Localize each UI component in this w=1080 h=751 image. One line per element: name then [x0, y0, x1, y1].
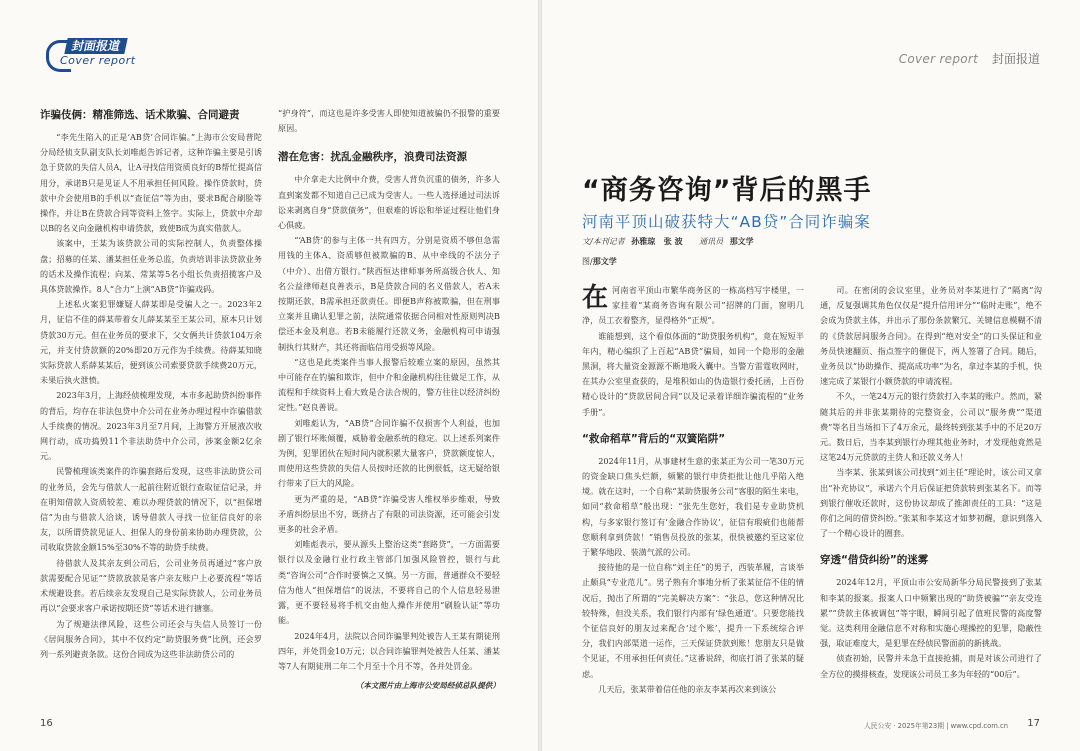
article-title: “商务咨询”背后的黑手: [582, 175, 872, 206]
paragraph: 上述私火案犯罪嫌疑人薛某即是受骗人之一。2023年2月，征信不佳的薛某带着女儿薛某某至王某公司，原本只计划贷款30万元。但在业务员的要求下，父女俩共计贷款104万余元，并支付贷款额的20%即20万元作为手续费。待薛某知晓实际贷款人系薛某某后，便到该公司索要贷款手续费20万元，未果后执火泄愤。: [40, 299, 262, 386]
right-column-2: [820, 283, 1042, 708]
photo-byline: [582, 256, 617, 267]
paragraph: 该案中，王某为该贷款公司的实际控制人，负责整体操盘；招募的任某、潘某担任业务总监，负责培训非法贷款业务的话术及操作流程；向某、常某等5名小组长负责招揽客户及具体贷款操作。8人“合力”上演“AB贷”诈骗戏码。: [40, 238, 262, 295]
left-column-1: [40, 106, 262, 706]
right-column-1: [582, 283, 804, 708]
paragraph: 几天后，张某带着信任他的亲友李某再次来到该公: [598, 683, 777, 694]
section-title-potential-harm: 潜在危害：扰乱金融秩序，浪费司法资源: [278, 151, 467, 164]
logo-zh-text: 封面报道: [64, 38, 127, 54]
paragraph: 2023年3月，上海经侦梳理发现，本市多起助贷纠纷事件的背后，均存在非法包贷中介公司在业务办理过程中诈骗借款人手续费的情况。2023年3月至7月间，上海警方开展液次收网行动，成功捣毁11个非法助贷中介公司，涉案金额2亿余元。: [40, 390, 262, 462]
page-number-left: 16: [40, 718, 53, 729]
paragraph: “这也是此类案件当事人报警后较难立案的原因，虽然其中可能存在钓骗和欺诈，但中介和金融机构往往做足工作，从流程和手续资料上看大致是合法合规的，警方往往以经济纠纷定性。”赵良善说。: [278, 356, 500, 413]
byline: [582, 236, 760, 247]
paragraph: 民警梳理该类案件的诈骗套路后发现，这些非法助贷公司的业务员，会先与借款人一起前往附近银行查取征信记录，并在明知借款人资质较差、难以办理贷款的情况下，以“担保增信”为由与借款人洽谈，诱导借款人寻找一位征信良好的亲友，以所谓贷款见证人、担保人的身份前来协助办理贷款，公司收取贷款金额15%至30%不等的助贷手续费。: [40, 466, 262, 553]
correspondent-label: 通讯员: [699, 237, 724, 246]
left-page: [0, 0, 538, 751]
paragraph: “护身符”，而这也是许多受害人即使知道被骗仍不报警的重要原因。: [278, 108, 500, 134]
article-subtitle: 河南平顶山破获特大“AB贷”合同诈骗案: [582, 213, 871, 231]
byline-label: 文/本刊记者: [582, 237, 625, 246]
folio-publication-info: 人民公安 · 2025年第23期 | www.cpd.com.cn: [864, 722, 1009, 730]
correspondent-name: 那文学: [729, 236, 754, 246]
paragraph: 谁能想到，这个看似体面的“助贷服务机构”，竟在短短半年内，精心编织了上百起“AB贷”骗局，如同一个隐形的金融黑洞，将大量资金源源不断地吸入囊中。当警方雷霆收网时，在其办公室里查获的，是堆积如山的伪造银行委托函，上百份精心设计的“贷款居间合同”以及记录着详细诈骗流程的“业务手册”。: [582, 330, 804, 417]
photographer-name: 那文学: [592, 256, 617, 266]
paragraph: 2024年11月，从事建材生意的张某正为公司一笔30万元的资金缺口焦头烂额，频繁的银行申贷拒批让他几乎陷入绝境。就在这时，一个自称“某助贷服务公司”客服的陌生来电，如同“救命稻草”般出现：“张先生您好，我们是专业助贷机构，与多家银行签订有‘金融合作协议’，征信有瑕疵们也能帮您顺利拿到贷款！”销售员投放的张某，很快被邀约至这家位于繁华地段、装潢气派的公司。: [582, 455, 804, 558]
author-name: 孙雅琼: [631, 236, 656, 246]
paragraph: 不久，一笔24万元的银行贷款打入李某的账户。然而，紧随其后的并非张某期待的完整资金，公司以“服务费”“渠道费”等名目当场扣下了4万余元，最终转到张某手中的不足20万元。数日后，当李某到银行办理其他业务时，才发现他竟然是这笔24万元贷款的主贷人和还款义务人！: [820, 391, 1042, 463]
paragraph: 更为严重的是，“AB贷”诈骗受害人维权举步维艰，导致矛盾纠纷层出不穷，既挤占了有限的司法资源，还可能会引发更多的社会矛盾。: [278, 493, 500, 535]
lead-paragraph: [582, 283, 804, 329]
paragraph: “李先生陷入的正是‘AB贷’合同诈骗。”上海市公安局普陀分局经侦支队副支队长刘唯彪告诉记者，这种诈骗主要是引诱急于贷款的失信人员A，让A寻找信用资质良好的B帮忙提高信用分，承诺B只是见证人不用承担任何风险。操作贷款时，贷款中介会使用B的手机以“查征信”等为由，要求B配合刷脸等操作，并让B在贷款合同等资料上签字。实际上，贷款中介却以B的名义向金融机构申请贷款，致使B成为真实借款人。: [40, 132, 262, 234]
header-zh: 封面报道: [991, 52, 1040, 66]
paragraph: 刘唯彪表示，要从源头上整治这类“套路贷”，一方面需要银行以及金融行业行政主管部门加强风险管控，银行与此类“咨询公司”合作时要慎之又慎。另一方面，普通群众不要轻信为他人“担保增信”的说法，不要将自己的个人信息轻易泄露，更不要轻易将手机交由他人操作并使用“刷脸认证”等功能。: [278, 539, 500, 626]
section-title-lifeline-trap: “救命稻草”背后的“双簧陷阱”: [582, 432, 726, 445]
photo-label: 图/: [582, 257, 593, 266]
paragraph: 2024年4月，法院以合同诈骗罪判处被告人王某有期徒刑四年，并处罚金10万元；以合同诈骗罪判处被告人任某、潘某等7人有期徒刑二年二个月至十个月不等，各并处罚金。: [278, 630, 500, 671]
right-page: [542, 0, 1080, 751]
logo-en-text: Cover report: [60, 54, 136, 67]
running-header: [899, 50, 1040, 67]
drop-cap: 在: [582, 283, 609, 313]
paragraph: 刘唯彪认为，“AB贷”合同诈骗不仅损害个人利益，也加剧了银行坏账倾覆，威胁着金融系统的稳定。以上述系列案件为例，犯罪团伙在短时间内就积累大量客户，贷款额度惊人，而使用这些贷款的失信人员按时还款的比例很低，这无疑给银行带来了巨大的风险。: [278, 417, 500, 489]
header-en: Cover report: [898, 52, 979, 66]
left-column-2: [278, 106, 500, 706]
magazine-logo: [40, 38, 140, 68]
paragraph: 当李某、张某到该公司找到“刘主任”理论时，该公司又拿出“补充协议”，承诺六个月后保证把贷款转到张某名下。而等到银行催收还款时，这份协议却成了推卸责任的工具：“这是你们之间的借贷纠纷。”张某和李某这才如梦初醒，意识到落入了一个精心设计的圈套。: [820, 467, 1042, 539]
left-col1-body: [40, 130, 262, 662]
page-number-right: 17: [1027, 718, 1040, 729]
paragraph: 接待他的是一位自称“刘主任”的男子，西装革履，言谈举止颇具“专业范儿”。男子熟有介事地分析了张某征信不佳的情况后，抛出了所谓的“完美解决方案”：“张总，您这种情况比较特殊，但没关系，我们银行内部有‘绿色通道’。只要您能找个征信良好的朋友过来配合‘过个账’，提升一下系统综合评分，我们内部渠道一运作，三天保证贷款到账！您朋友只是做个见证，不用承担任何责任。”这番说辞，彻底打消了张某的疑虑。: [582, 562, 804, 679]
lead-text: 河南省平顶山市繁华商务区的一栋高档写字楼里，一家挂着“某商务咨询有限公司”招牌的门面，窗明几净，员工衣着整齐，显得格外“正规”。: [582, 285, 804, 326]
paragraph: “‘AB贷’的参与主体一共有四方，分别是资质不够但急需用钱的主体A、资质够但被欺骗的B、从中牵线的不法分子（中介）、出借方银行。”陕西恒达律师事务所高级合伙人、知名公益律师赵良善表示，B是贷款合同的名义借款人，若A未按期还款，B需承担还款责任。即便B声称被欺骗，但在刑事立案并且确认犯罪之前，法院通常依据合同相对性原则判决B偿还本金及利息。若B未能履行还款义务，金融机构可申请强制执行其财产，其还将面临信用受损等风险。: [278, 235, 500, 352]
author-name: 张 波: [663, 236, 683, 246]
paragraph: 中介拿走大比例中介费，受害人背负沉重的债务，许多人直到案发都不知道自己已成为受害人。一些人选择通过司法诉讼来剥离自身“贷款债务”，但艰难的诉讼和举证过程让他们身心俱疲。: [278, 174, 500, 231]
paragraph: 侦查初始，民警并未急于直接抢捕，而是对该公司进行了全方位的摸排核查，发现该公司员工多为年轻的“00后”。: [820, 653, 1042, 679]
photo-credit-note: （本文图片由上海市公安局经侦总队提供）: [355, 681, 500, 691]
section-title-loan-dispute-fog: 穿透“借贷纠纷”的迷雾: [820, 554, 929, 567]
paragraph: 待借款人及其亲友到公司后，公司业务员再通过“客户放款需要配合见证”“贷款放款是客户亲友账户上必要流程”等话术规避设套。若后续亲友发现自己是实际贷款人，公司业务员再以“会要求客户承诺按期还贷”等话术进行搪塞。: [40, 557, 262, 614]
paragraph: 为了规避法律风险，这些公司还会与失信人员签订一份《居间服务合同》，其中不仅约定“助贷服务费”比例，还会罗列一系列避责条款。这份合同成为这些非法助贷公司的: [40, 618, 262, 659]
paragraph: 司。在密闭的会议室里，业务员对李某进行了“隔离”沟通，反复强调其角色仅仅是“提升信用评分”“临时走账”，绝不会成为贷款主体，并出示了那份条款繁冗、关键信息模糊不清的《贷款居间服务合同》。在得到“绝对安全”的口头保证和业务员快速翻页、指点签字的催促下，两人签署了合同。随后，业务员以“协助操作、提高成功率”为名，拿过李某的手机，快速完成了某银行小额贷款的申请流程。: [820, 285, 1042, 387]
paragraph: 2024年12月，平顶山市公安局新华分局民警接到了张某和李某的报案。报案人口中频繁出现的“助贷被骗”“亲友受连累”“贷款主体被调包”等字眼，瞬间引起了值班民警的高度警觉。这类利用金融信息不对称和实施心理操控的犯罪，隐蔽性强，取证难度大，是犯罪在经侦民警面前的新挑战。: [820, 577, 1042, 649]
section-title-fraud-tricks: 诈骗伎俩：精准筛选、话术欺骗、合同避责: [40, 109, 240, 121]
